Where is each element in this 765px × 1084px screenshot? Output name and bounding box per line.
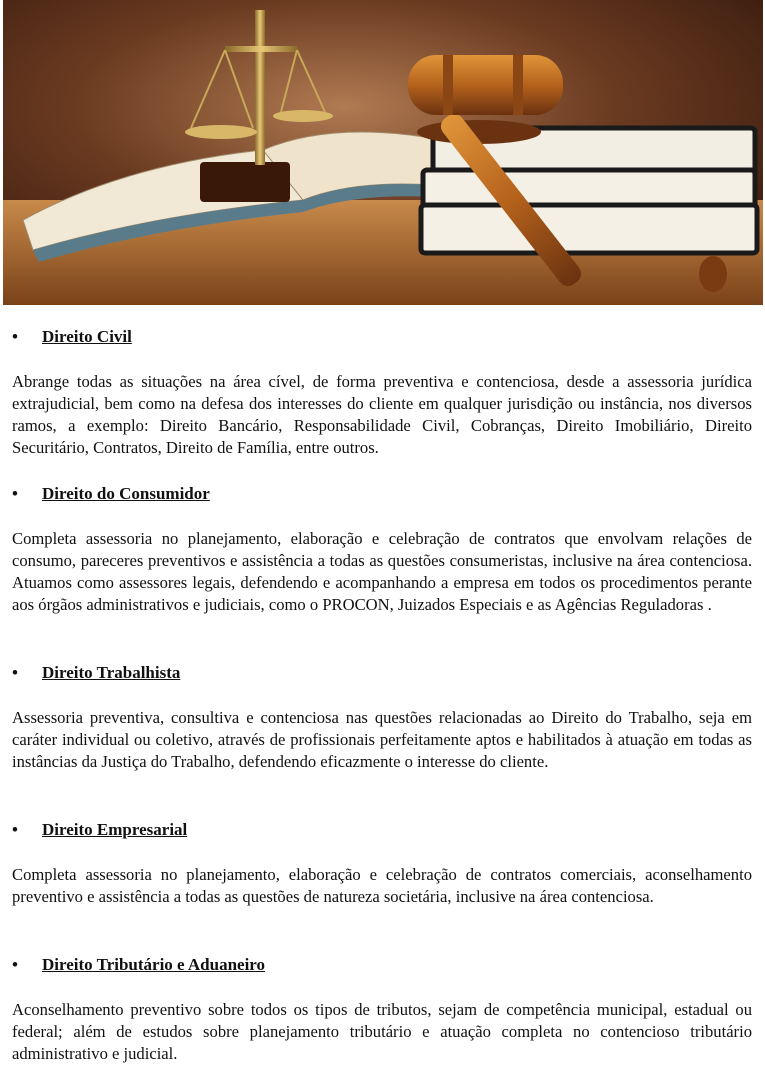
section-heading xyxy=(12,955,752,975)
scales-gavel-illustration xyxy=(3,0,763,305)
bullet: • xyxy=(12,663,18,682)
section-heading xyxy=(12,663,752,683)
section-direito-do-consumidor xyxy=(12,484,752,616)
section-direito-civil xyxy=(12,327,752,459)
section-title: Direito Empresarial xyxy=(42,820,188,839)
section-heading xyxy=(12,820,752,840)
bullet: • xyxy=(12,484,18,503)
section-direito-empresarial xyxy=(12,820,752,908)
hero-image xyxy=(3,0,763,305)
section-title: Direito do Consumidor xyxy=(42,484,210,503)
section-heading xyxy=(12,484,752,504)
bullet: • xyxy=(12,327,18,346)
bullet: • xyxy=(12,955,18,974)
section-title: Direito Tributário e Aduaneiro xyxy=(42,955,266,974)
section-direito-trabalhista xyxy=(12,663,752,773)
bullet: • xyxy=(12,820,18,839)
section-text: Abrange todas as situações na área cível, de forma preventiva e contenciosa, desde a assessoria jurídica extrajudicial, bem como na defesa dos interesses do cliente em qualquer jurisdição ou instância, nos diversos ramos, a exemplo: Direito Bancário, Responsabilidade Civil, Cobranças, Direito Imobiliário, Direito Securitário, Contratos, Direito de Família, entre outros. xyxy=(12,372,752,457)
section-text: Completa assessoria no planejamento, elaboração e celebração de contratos que envolvam relações de consumo, pareceres preventivos e assistência a todas as questões consumeristas, inclusive na área contenciosa. Atuamos como assessores legais, defendendo e acompanhando a empresa em todos os procedimentos perante aos órgãos administrativos e judiciais, como o PROCON, Juizados Especiais e as Agências Reguladoras . xyxy=(12,529,752,614)
section-text: Aconselhamento preventivo sobre todos os tipos de tributos, sejam de competência municipal, estadual ou federal; além de estudos sobre planejamento tributário e atuação completa no contencioso tributário administrativo e judicial. xyxy=(12,1000,752,1063)
section-title: Direito Civil xyxy=(42,327,132,346)
section-heading xyxy=(12,327,752,347)
section-direito-tributario-e-aduaneiro xyxy=(12,955,752,1065)
section-text: Completa assessoria no planejamento, elaboração e celebração de contratos comerciais, aconselhamento preventivo e assistência a todas as questões de natureza societária, inclusive na área contenciosa. xyxy=(12,865,752,906)
section-text: Assessoria preventiva, consultiva e contenciosa nas questões relacionadas ao Direito do Trabalho, seja em caráter individual ou coletivo, através de profissionais perfeitamente aptos e habilitados à atuação em todas as instâncias da Justiça do Trabalho, defendendo eficazmente o interesse do cliente. xyxy=(12,708,752,771)
section-title: Direito Trabalhista xyxy=(42,663,181,682)
